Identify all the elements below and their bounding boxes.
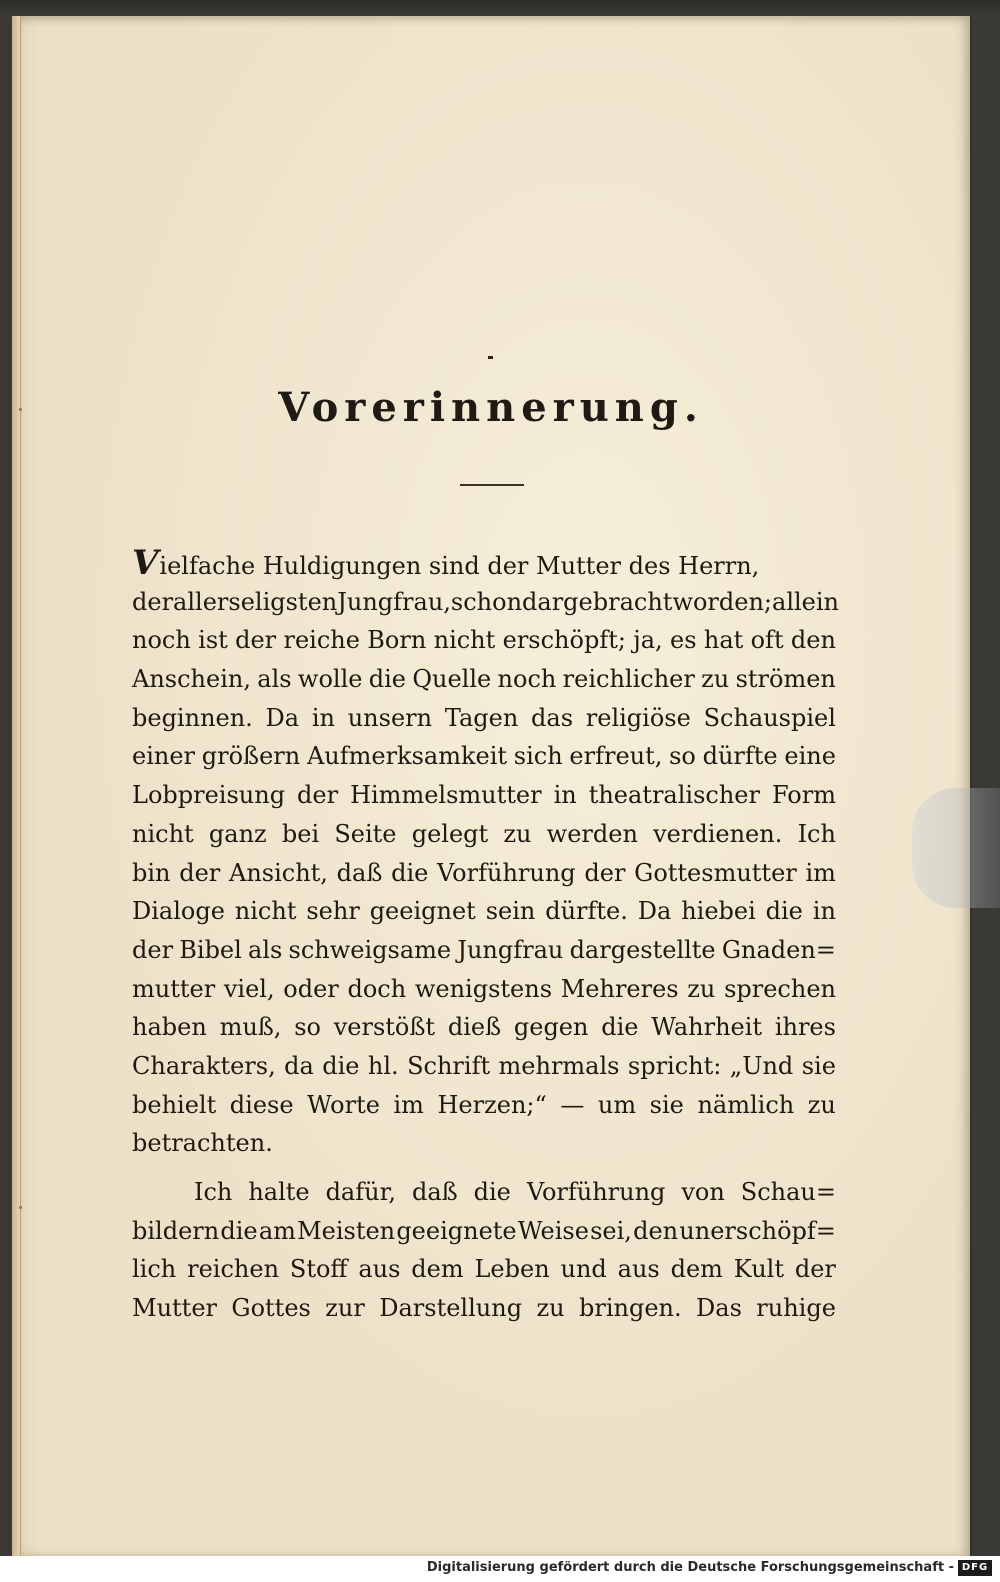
word: die: [220, 1216, 258, 1245]
word: mehrmals: [498, 1051, 620, 1080]
word: Kult: [733, 1255, 784, 1284]
word: Anschein,: [132, 665, 251, 694]
word: erschöpft;: [502, 626, 626, 655]
text-line: [132, 544, 836, 583]
word: verstößt: [333, 1013, 436, 1042]
word: verdienen.: [653, 819, 783, 848]
word: das: [531, 703, 574, 732]
word: zu: [687, 974, 716, 1003]
word: Vorführung: [437, 858, 576, 887]
word: Herzen;“: [437, 1090, 547, 1119]
word: im: [393, 1090, 424, 1119]
paragraph-gap: [132, 1163, 836, 1173]
text-line-rest: ielfache Huldigungen sind der Mutter des Herrn,: [159, 552, 760, 580]
word: noch: [497, 665, 557, 694]
word: allerseligsten: [173, 587, 338, 616]
word: sei,: [590, 1216, 632, 1245]
word: Wahrheit: [651, 1013, 763, 1042]
word: gelegt: [411, 819, 489, 848]
text-line: [132, 1008, 836, 1047]
word: zu: [503, 819, 532, 848]
word: muß,: [219, 1013, 282, 1042]
word: die: [322, 1051, 360, 1080]
word: gegen: [513, 1013, 589, 1042]
word: reiche: [283, 626, 360, 655]
word: wolle: [297, 665, 363, 694]
word: Gottes: [231, 1294, 311, 1323]
word: Schau=: [740, 1178, 836, 1206]
word: nicht: [234, 897, 297, 926]
word: dürfte: [702, 742, 778, 771]
word: erfreut,: [569, 742, 663, 771]
word: so: [669, 742, 696, 771]
word: und: [560, 1255, 607, 1284]
word: Mutter: [132, 1294, 217, 1323]
word: Gottesmutter: [634, 858, 797, 887]
word: Himmelsmutter: [350, 781, 542, 810]
text-line: [132, 1173, 836, 1212]
text-line: [132, 931, 836, 970]
word: in: [553, 781, 577, 810]
word: Leben: [474, 1255, 550, 1284]
text-line: [132, 737, 836, 776]
word: es: [670, 626, 697, 655]
word: halte: [248, 1178, 310, 1206]
word: aus: [358, 1255, 401, 1284]
word: zu: [701, 665, 730, 694]
word: den: [633, 1216, 679, 1245]
heading-rule: [460, 484, 524, 486]
word: größern: [201, 742, 301, 771]
text-line: [132, 970, 836, 1009]
word: allein: [772, 587, 840, 616]
word: Aufmerksamkeit: [306, 742, 508, 771]
text-line: [132, 699, 836, 738]
word: Gnaden=: [721, 935, 836, 964]
word: der: [179, 858, 221, 887]
word: Jungfrau: [457, 935, 564, 964]
text-line: [132, 583, 840, 622]
word: oder: [283, 974, 339, 1003]
word: Da: [265, 703, 300, 732]
word: spricht:: [627, 1051, 722, 1080]
page-clip-reflection: [912, 788, 1000, 908]
word: am: [258, 1216, 296, 1245]
body-text: [132, 543, 840, 1328]
word: reichlicher: [562, 665, 695, 694]
word: Ansicht,: [228, 858, 328, 887]
word: die: [368, 665, 407, 694]
word: sie: [801, 1051, 836, 1080]
word: daß: [336, 858, 383, 887]
word: Quelle: [412, 665, 492, 694]
word: ihres: [774, 1013, 836, 1042]
word: wenigstens: [414, 974, 553, 1003]
page-heading: Vorerinnerung.: [278, 384, 704, 431]
word: der: [584, 858, 626, 887]
word: Vorführung: [526, 1178, 666, 1206]
word: strömen: [735, 665, 836, 694]
word: Da: [637, 897, 672, 926]
text-line: [132, 660, 836, 699]
word: „Und: [729, 1051, 794, 1080]
word: sprechen: [724, 974, 836, 1003]
word: den: [790, 626, 836, 655]
word: worden;: [672, 587, 773, 616]
word: ruhige: [756, 1294, 836, 1323]
word: Tagen: [444, 703, 519, 732]
word: Jungfrau,: [337, 587, 451, 616]
word: als: [257, 665, 292, 694]
word: hl.: [367, 1051, 399, 1080]
word: geeignet: [369, 897, 476, 926]
word: Ich: [797, 819, 836, 848]
word: die: [765, 897, 803, 926]
text-line: [132, 1047, 836, 1086]
word: dem: [670, 1255, 723, 1284]
word: Bibel: [179, 935, 242, 964]
heading-ornament-dot: [488, 356, 493, 359]
page-gutter: [12, 16, 21, 1556]
text-line: [132, 1289, 836, 1328]
word: zu: [807, 1090, 836, 1119]
text-line: [132, 1250, 836, 1289]
word: so: [294, 1013, 321, 1042]
word: die: [391, 858, 429, 887]
text-line: [132, 1086, 836, 1125]
word: dargebracht: [522, 587, 673, 616]
word: der: [794, 1255, 836, 1284]
word: von: [681, 1178, 725, 1206]
word: schon: [450, 587, 523, 616]
text-line: [132, 1212, 836, 1251]
word: dem: [411, 1255, 464, 1284]
word: der: [132, 587, 174, 616]
digitization-credit: Digitalisierung gefördert durch die Deutsche Forschungsgemeinschaft -: [426, 1560, 954, 1575]
text-line-content: [132, 544, 759, 583]
binding-stitch: [19, 1206, 22, 1209]
word: theatralischer: [588, 781, 760, 810]
word: als: [248, 935, 283, 964]
word: behielt: [132, 1090, 217, 1119]
word: nämlich: [697, 1090, 795, 1119]
book-page: [12, 16, 970, 1556]
word: oft: [750, 626, 784, 655]
word: bildern: [132, 1216, 220, 1245]
word: Lobpreisung: [132, 781, 286, 810]
word: aus: [617, 1255, 660, 1284]
word: Ich: [194, 1178, 233, 1206]
word: dafür,: [325, 1178, 397, 1206]
word: noch: [132, 626, 191, 655]
word: nicht: [433, 626, 496, 655]
word: da: [284, 1051, 314, 1080]
word: Form: [771, 781, 836, 810]
word: geeignete: [396, 1216, 517, 1245]
word: unerschöpf=: [679, 1216, 836, 1245]
word: unsern: [347, 703, 433, 732]
word: Das: [696, 1294, 742, 1323]
word: eine: [784, 742, 836, 771]
word: der: [132, 935, 174, 964]
word: die: [601, 1013, 639, 1042]
word: Dialoge: [132, 897, 225, 926]
word: viel,: [223, 974, 275, 1003]
text-line: betrachten.: [132, 1129, 273, 1158]
word: sein: [485, 897, 536, 926]
word: in: [812, 897, 836, 926]
word: religiöse: [585, 703, 691, 732]
word: der: [297, 781, 339, 810]
word: um: [597, 1090, 637, 1119]
word: im: [805, 858, 836, 887]
text-line: [132, 854, 836, 893]
word: Charakters,: [132, 1051, 276, 1080]
word: der: [235, 626, 277, 655]
word: ja,: [633, 626, 663, 655]
text-line: [132, 621, 836, 660]
word: werden: [546, 819, 638, 848]
word: bin: [132, 858, 171, 887]
text-line: [132, 776, 836, 815]
word: einer: [132, 742, 196, 771]
word: hiebei: [681, 897, 756, 926]
text-line: [132, 892, 836, 931]
word: lich: [132, 1255, 177, 1284]
word: Worte: [307, 1090, 380, 1119]
word: Born: [367, 626, 427, 655]
word: bringen.: [578, 1294, 682, 1323]
word: dieß: [447, 1013, 502, 1042]
word: ist: [198, 626, 228, 655]
word: Meisten: [297, 1216, 396, 1245]
text-line: [132, 815, 836, 854]
word: dürfte.: [545, 897, 628, 926]
drop-cap: V: [132, 543, 159, 583]
word: haben: [132, 1013, 207, 1042]
word: die: [473, 1178, 511, 1206]
word: sie: [649, 1090, 684, 1119]
word: in: [311, 703, 335, 732]
word: Schauspiel: [703, 703, 836, 732]
word: nicht: [132, 819, 194, 848]
word: Seite: [334, 819, 397, 848]
word: reichen: [187, 1255, 280, 1284]
word: Darstellung: [379, 1294, 523, 1323]
word: daß: [411, 1178, 458, 1206]
dfg-logo: DFG: [958, 1560, 992, 1576]
word: Mehreres: [560, 974, 679, 1003]
word: ganz: [208, 819, 267, 848]
word: Schrift: [407, 1051, 491, 1080]
word: Stoff: [289, 1255, 348, 1284]
word: zur: [325, 1294, 365, 1323]
word: mutter: [132, 974, 216, 1003]
word: sich: [513, 742, 563, 771]
word: diese: [229, 1090, 294, 1119]
word: hat: [703, 626, 744, 655]
word: schweigsame: [288, 935, 452, 964]
word: Weise: [517, 1216, 589, 1245]
word: doch: [347, 974, 407, 1003]
word: bei: [281, 819, 320, 848]
word: dargestellte: [569, 935, 716, 964]
word: beginnen.: [132, 703, 253, 732]
word: sehr: [306, 897, 360, 926]
word: zu: [536, 1294, 565, 1323]
word: —: [560, 1090, 585, 1119]
